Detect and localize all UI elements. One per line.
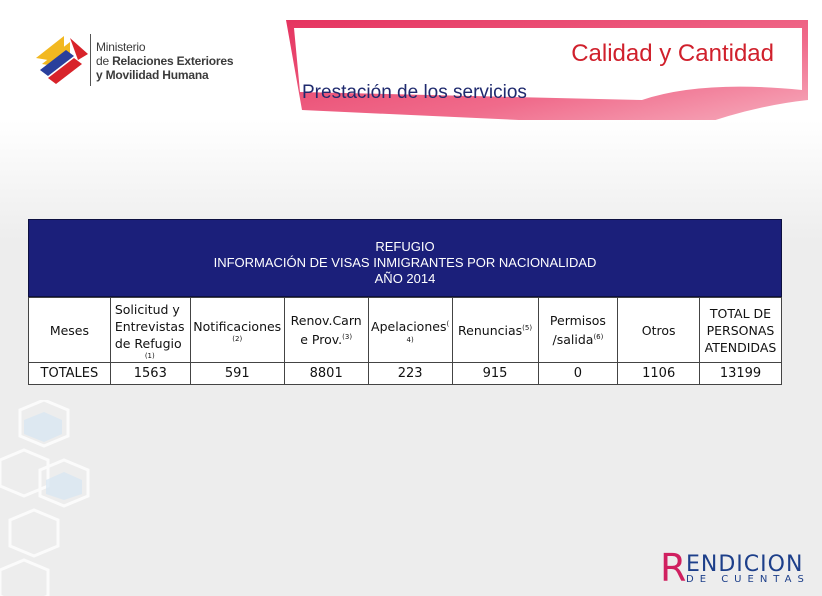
col-notificaciones-sup: (2) <box>232 334 243 343</box>
col-solicitud <box>110 298 190 363</box>
col-total-line-3: ATENDIDAS <box>704 339 777 355</box>
col-total-line-2: PERSONAS <box>706 322 775 338</box>
logo-line-2-bold: Relaciones Exteriores <box>112 54 234 68</box>
totals-apelaciones: 223 <box>368 363 452 385</box>
col-renuncias-sup: (5) <box>522 324 533 333</box>
col-renov-line-1: Renov.Carn <box>290 312 362 328</box>
col-total-line-1: TOTAL DE <box>709 305 772 321</box>
table-heading-line-3: AÑO 2014 <box>374 271 436 286</box>
col-meses <box>29 298 111 363</box>
table-row <box>29 363 782 385</box>
col-apelaciones-sup-2: 4) <box>406 335 414 344</box>
col-apelaciones <box>368 298 452 363</box>
logo-separator <box>90 34 91 86</box>
col-notificaciones <box>190 298 284 363</box>
col-notificaciones-label: Notificaciones <box>193 318 282 334</box>
totals-renuncias: 915 <box>452 363 538 385</box>
page-subtitle: Prestación de los servicios <box>302 82 527 103</box>
page-title: Calidad y Cantidad <box>571 40 774 67</box>
col-permisos-line-2-text: /salida <box>552 332 594 348</box>
logo-line-1: Ministerio <box>96 40 146 54</box>
col-apelaciones-label: Apelaciones <box>371 319 447 335</box>
rendicion-logo-top: ENDICION <box>686 552 804 577</box>
totals-permisos: 0 <box>538 363 618 385</box>
rendicion-cuentas-logo <box>660 548 810 588</box>
table-heading <box>28 219 782 297</box>
totals-otros: 1106 <box>618 363 700 385</box>
col-solicitud-line-3: de Refugio <box>114 335 182 351</box>
col-permisos-line-1: Permisos <box>549 312 606 328</box>
col-solicitud-line-1: Solicitud y <box>114 301 180 317</box>
ministry-emblem-icon <box>34 28 92 88</box>
totals-renov: 8801 <box>284 363 368 385</box>
totals-solicitud: 1563 <box>110 363 190 385</box>
data-table <box>28 297 782 385</box>
header-row <box>29 298 782 363</box>
logo-line-2-prefix: de <box>96 54 113 68</box>
col-permisos-line-2 <box>539 329 618 348</box>
col-permisos <box>538 298 618 363</box>
col-permisos-sup: (6) <box>593 332 604 341</box>
col-renov-sup: (3) <box>342 332 353 341</box>
col-apelaciones-line <box>369 316 452 335</box>
col-total <box>700 298 782 363</box>
ministry-logo <box>34 28 274 88</box>
table-heading-line-2: INFORMACIÓN DE VISAS INMIGRANTES POR NACIONALIDAD <box>213 255 597 270</box>
col-otros-label: Otros <box>641 322 676 338</box>
refugio-table <box>28 219 782 385</box>
totals-label: TOTALES <box>29 363 111 385</box>
table-heading-line-1: REFUGIO <box>375 239 435 254</box>
col-renov <box>284 298 368 363</box>
hexagon-decoration-icon <box>0 400 100 596</box>
col-apelaciones-sup: ( <box>446 320 450 329</box>
col-otros <box>618 298 700 363</box>
totals-notificaciones: 591 <box>190 363 284 385</box>
rendicion-logo-r: R <box>660 546 687 590</box>
logo-line-2 <box>96 54 233 68</box>
col-renov-line-2 <box>285 329 368 348</box>
col-solicitud-sup: (1) <box>144 351 155 360</box>
totals-total: 13199 <box>700 363 782 385</box>
header <box>0 0 822 120</box>
col-renuncias <box>452 298 538 363</box>
ministry-name <box>96 40 233 82</box>
col-renov-line-2-text: e Prov. <box>300 332 343 348</box>
col-renuncias-label: Renuncias <box>458 323 523 339</box>
col-meses-label: Meses <box>49 322 90 338</box>
title-ribbon <box>282 20 812 128</box>
logo-line-3: y Movilidad Humana <box>96 68 209 82</box>
col-solicitud-line-2: Entrevistas <box>114 318 185 334</box>
rendicion-logo-bottom: DE CUENTAS <box>686 574 810 585</box>
